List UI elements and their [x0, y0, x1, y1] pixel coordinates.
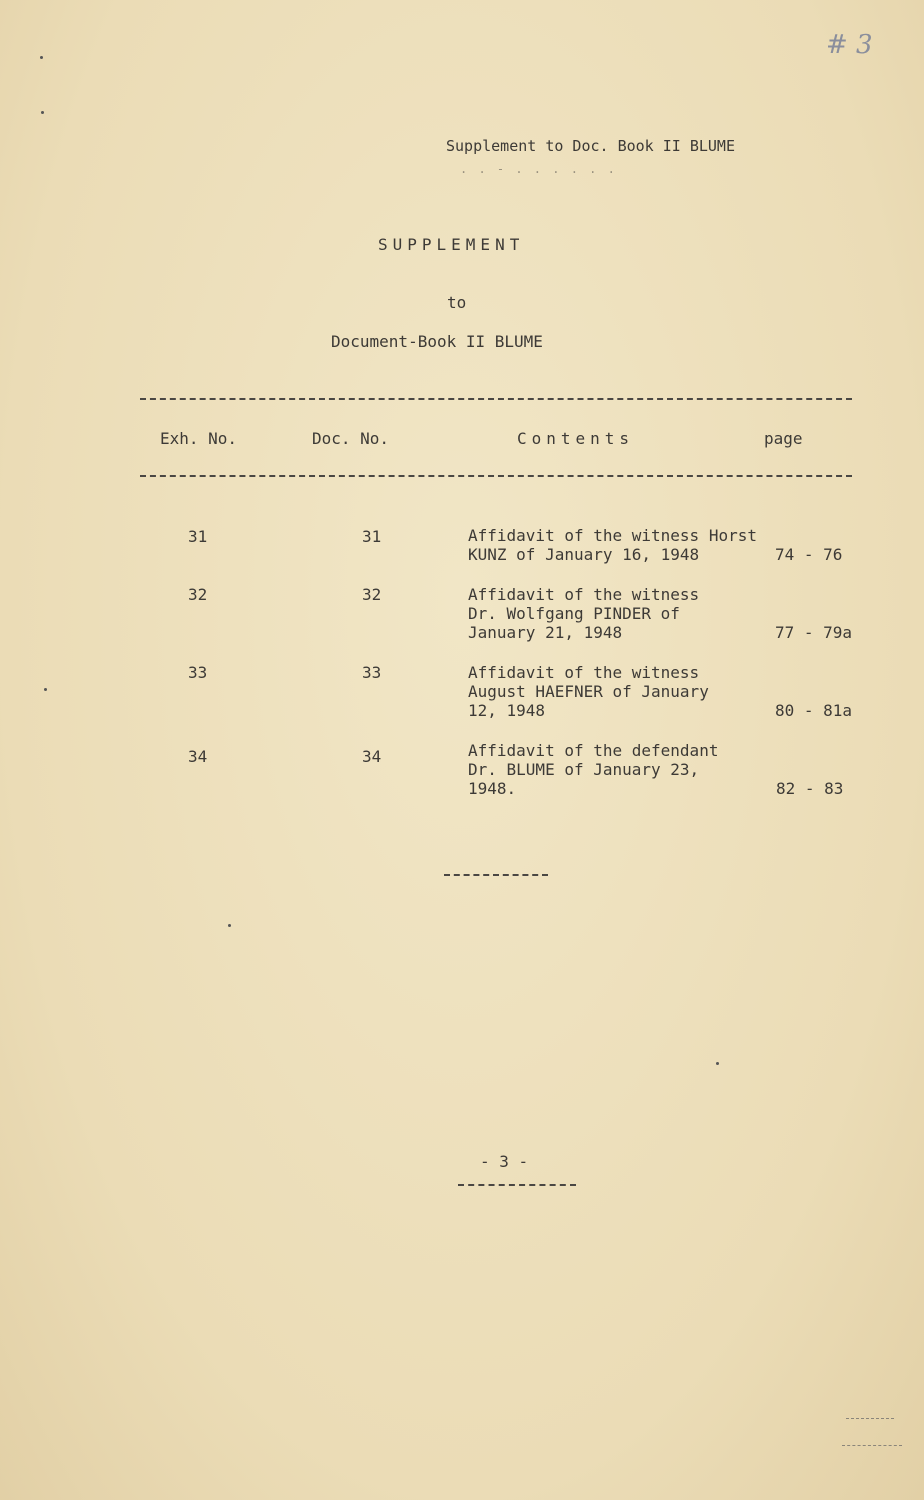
column-header-exh-no: Exh. No. — [160, 429, 238, 448]
scan-speck — [41, 111, 44, 114]
contents-line: Dr. BLUME of January 23, — [468, 760, 700, 779]
page-number: - 3 - — [480, 1152, 529, 1171]
exh-no: 33 — [188, 663, 208, 682]
exh-no: 31 — [188, 527, 208, 546]
contents-line: August HAEFNER of January — [468, 682, 709, 701]
table-top-rule — [140, 398, 852, 400]
scan-speck — [716, 1062, 719, 1065]
contents-line: Dr. Wolfgang PINDER of — [468, 604, 680, 623]
doc-no: 33 — [362, 663, 382, 682]
contents-line: Affidavit of the witness Horst — [468, 526, 757, 545]
header-faint-line: . . - . . . . . . — [460, 162, 617, 176]
contents-line: 1948. — [468, 779, 517, 798]
contents-line: Affidavit of the defendant — [468, 741, 719, 760]
end-of-table-rule — [444, 874, 548, 876]
header-reference: Supplement to Doc. Book II BLUME — [446, 137, 735, 155]
page-range: 82 - 83 — [776, 779, 844, 798]
edge-mark — [842, 1445, 902, 1446]
page-number-rule — [458, 1184, 576, 1186]
column-header-page: page — [764, 429, 803, 448]
page-range: 77 - 79a — [775, 623, 853, 642]
scan-speck — [44, 688, 47, 691]
contents-line: January 21, 1948 — [468, 623, 623, 642]
page-range: 74 - 76 — [775, 545, 843, 564]
column-header-contents: Contents — [517, 429, 635, 448]
page-title: SUPPLEMENT — [378, 235, 525, 254]
exh-no: 32 — [188, 585, 208, 604]
handwritten-page-mark: # 3 — [826, 30, 873, 60]
scan-speck — [40, 56, 43, 59]
contents-line: KUNZ of January 16, 1948 — [468, 545, 700, 564]
table-header-rule — [140, 475, 852, 477]
scan-speck — [228, 924, 231, 927]
contents-line: Affidavit of the witness — [468, 585, 700, 604]
doc-no: 32 — [362, 585, 382, 604]
exh-no: 34 — [188, 747, 208, 766]
contents-line: Affidavit of the witness — [468, 663, 700, 682]
doc-no: 34 — [362, 747, 382, 766]
edge-mark — [846, 1418, 894, 1419]
title-connector: to — [447, 293, 467, 312]
page-range: 80 - 81a — [775, 701, 853, 720]
contents-line: 12, 1948 — [468, 701, 546, 720]
doc-no: 31 — [362, 527, 382, 546]
title-subject: Document-Book II BLUME — [331, 332, 543, 351]
column-header-doc-no: Doc. No. — [312, 429, 390, 448]
